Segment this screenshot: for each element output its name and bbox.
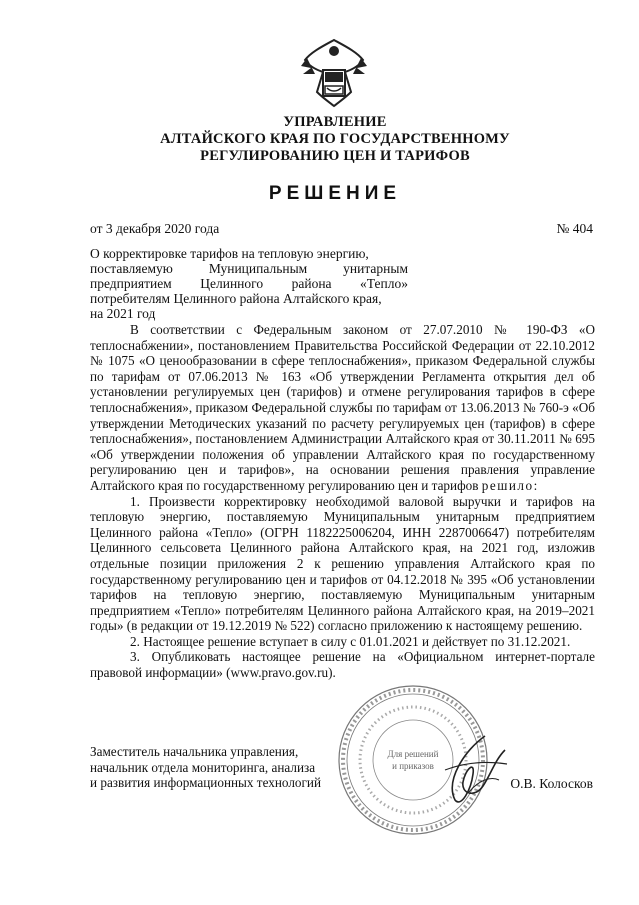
subject-line: предприятием Целинного района «Тепло» [90,276,408,291]
org-line: АЛТАЙСКОГО КРАЯ ПО ГОСУДАРСТВЕННОМУ [160,131,510,147]
resolved-word: решило: [481,477,539,493]
signer-position [90,744,360,791]
position-line: и развития информационных технологий [90,775,322,791]
org-line: УПРАВЛЕНИЕ [283,114,387,130]
item-2: 2. Настоящее решение вступает в силу с 01.01.2021 и действует по 31.12.2021. [130,633,571,649]
item-3: 3. Опубликовать настоящее решение на «Официальном интернет-портале правовой информации» (www.pravo.gov.ru). [90,649,595,681]
svg-text:и приказов: и приказов [392,761,434,771]
document-subject [90,246,408,321]
subject-line: на 2021 год [90,306,156,321]
position-line: Заместитель начальника управления, [90,744,299,759]
item-1: 1. Произвести корректировку необходимой валовой выручки и тарифов на тепловую энергию, поставляемую Муниципальным унитарным предприятием Целинного района «Тепло» (ОГРН 1182225006204, ИНН 2287006647) потребителям Целинного сельсовета Целинного района Алтайского края, на 2021 год, изложив отдельные позиции приложения 2 к решению управления Алтайского края по государственному регулированию цен и тарифов от 04.12.2018 № 395 «Об установлении тарифов на тепловую энергию, поставляемую Муниципальным унитарным предприятием «Тепло» потребителям Целинного района Алтайского края, на 2019–2021 годы» (в редакции от 19.12.2019 № 522) согласно приложению к настоящему решению. [90,493,595,634]
org-line: РЕГУЛИРОВАНИЮ ЦЕН И ТАРИФОВ [200,148,470,164]
preamble-text: В соответствии с Федеральным законом от 27.07.2010 № 190-ФЗ «О теплоснабжении», постановлением Правительства Российской Федерации от 22.10.2012 № 1075 «О ценообразовании в сфере теплоснабжения», приказом Федеральной службы по тарифам от 07.06.2013 № 163 «Об утверждении Регламента открытия дел об установлении регулируемых цен (тарифов) и отмене регулирования тарифов в сфере теплоснабжения», приказом Федеральной службы по тарифам от 13.06.2013 № 760-э «Об утверждении Методических указаний по расчету регулируемых цен (тарифов) в сфере теплоснабжения», постановлением Администрации Алтайского края от 30.11.2011 № 695 «Об утверждении положения об управлении Алтайского края по государственному регулированию цен и тарифов», на основании решения правления управление Алтайского края по государственному регулированию цен и тарифов [90,322,595,493]
organization-name [90,114,580,165]
svg-text:Для решений: Для решений [387,749,439,759]
handwritten-signature-icon [425,730,515,810]
coat-of-arms-icon [297,36,371,110]
subject-line: поставляемую Муниципальным унитарным [90,261,408,276]
document-body [90,322,595,681]
document-number: № 404 [556,221,593,236]
document-date: от 3 декабря 2020 года [90,221,220,236]
preamble-paragraph [90,322,595,494]
subject-line: потребителям Целинного района Алтайского края, [90,291,382,306]
position-line: начальник отдела мониторинга, анализа [90,759,316,775]
document-type-title: РЕШЕНИЕ [268,183,402,204]
signer-name: О.В. Колосков [510,776,593,791]
subject-line: О корректировке тарифов на тепловую энергию, [90,246,369,261]
